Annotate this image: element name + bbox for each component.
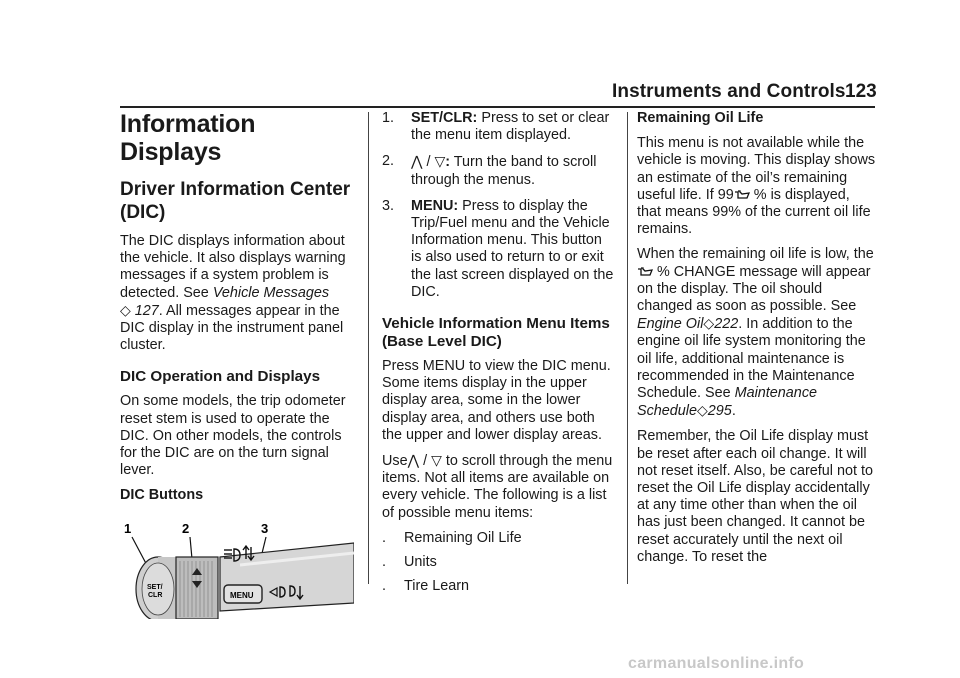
operation-paragraph: On some models, the trip odometer reset stem is used to operate the DIC. On other models, the controls for the DIC are on the turn signal lever.	[120, 393, 346, 479]
left-column	[120, 110, 354, 619]
scroll-down-icon: ▽	[434, 153, 446, 170]
menu-paragraph: Press MENU to view the DIC menu. Some items display in the upper display area, some in the lower display area, and others use both the upper and lower display areas.	[382, 358, 611, 443]
scroll-up-icon: ⋀	[411, 153, 423, 170]
page-ref-icon: ◇	[703, 315, 715, 332]
list-item: 2. ⋀ / ▽: Turn the band to scroll through the menus.	[382, 153, 597, 188]
callout-1: 1	[124, 520, 132, 536]
callout-2: 2	[182, 520, 190, 536]
scroll-up-icon: ⋀	[407, 452, 420, 469]
subsection-heading-menu-items: Vehicle Information Menu Items (Base Level DIC)	[382, 315, 610, 351]
page-ref-icon: ◇	[697, 402, 708, 419]
oil-can-icon	[734, 189, 750, 200]
page-heading: Information Displays	[120, 110, 256, 166]
set-clr-label-1: SET/	[147, 583, 163, 591]
column-divider-2	[627, 112, 628, 584]
oil-life-paragraph-3: Remember, the Oil Life display must be reset after each oil change. It will not reset itself. Also, be careful not to reset the Oil Life display accidentally at any time other than when the oil has just been changed. It cannot be reset accurately until the next oil change. To reset the	[637, 428, 873, 565]
maintenance-schedule-link[interactable]: Maintenance Schedule	[637, 385, 818, 420]
header-rule	[120, 106, 875, 108]
oil-can-icon	[637, 266, 653, 277]
engine-oil-link[interactable]: Engine Oil	[637, 316, 704, 333]
watermark: carmanualsonline.info	[628, 655, 805, 672]
scroll-down-icon: ▽	[431, 452, 442, 469]
scroll-paragraph: Use⋀ / ▽ to scroll through the menu items. Not all items are available on every vehicle. The following is a list of possible menu items:	[382, 452, 613, 521]
vehicle-messages-link[interactable]: Vehicle Messages	[212, 284, 330, 301]
dic-intro-paragraph: The DIC displays information about the vehicle. It also displays warning messages if a system problem is detected. See Vehicle Messages ◇ 127. All messages appear in the DIC display in the instrument panel cluster.	[120, 233, 346, 354]
callout-3: 3	[261, 520, 269, 536]
set-clr-label-2: CLR	[148, 591, 163, 599]
remaining-oil-life-heading: Remaining Oil Life	[637, 110, 764, 126]
subsection-heading-operation: DIC Operation and Displays	[120, 368, 321, 386]
page-number: 123	[845, 81, 877, 102]
menu-button-label: MENU	[230, 590, 254, 600]
list-item: 1. SET/CLR: Press to set or clear the menu item displayed.	[382, 110, 610, 144]
section-heading-dic: Driver Information Center (DIC)	[120, 179, 351, 223]
middle-column	[382, 110, 614, 602]
list-item: 3. MENU: Press to display the Trip/Fuel menu and the Vehicle Information menu. This button is also used to return to or exit the last screen displayed on the DIC.	[382, 197, 614, 300]
dic-buttons-label: DIC Buttons	[120, 487, 204, 504]
running-head-title: Instruments and Controls	[612, 81, 846, 102]
column-divider-1	[368, 112, 369, 584]
right-column	[637, 110, 877, 574]
list-item: . Units	[382, 554, 437, 571]
oil-life-paragraph-2: When the remaining oil life is low, the % CHANGE message will appear on the display. The oil should changed as soon as possible. See Engine Oil◇222. In addition to the engine oil life system monitoring the oil life, additional maintenance is recommended in the Maintenance Schedule. See Maintenance Schedule◇295.	[637, 246, 874, 420]
page-ref-icon: ◇	[120, 301, 131, 318]
dic-buttons-figure	[120, 519, 354, 619]
menu-items-list	[382, 530, 614, 596]
list-item: . Remaining Oil Life	[382, 529, 522, 546]
engine-oil-page[interactable]: 222	[714, 316, 739, 333]
oil-life-paragraph-1: This menu is not available while the vehicle is moving. This display shows an estimate of the oil’s remaining useful life. If 99 % is displayed, that means 99% of the current oil life remains.	[637, 135, 876, 238]
vehicle-messages-page[interactable]: 127	[134, 302, 159, 319]
list-item: . Tire Learn	[382, 578, 470, 595]
maintenance-schedule-page[interactable]: 295	[707, 403, 732, 420]
dic-buttons-list	[382, 110, 614, 301]
